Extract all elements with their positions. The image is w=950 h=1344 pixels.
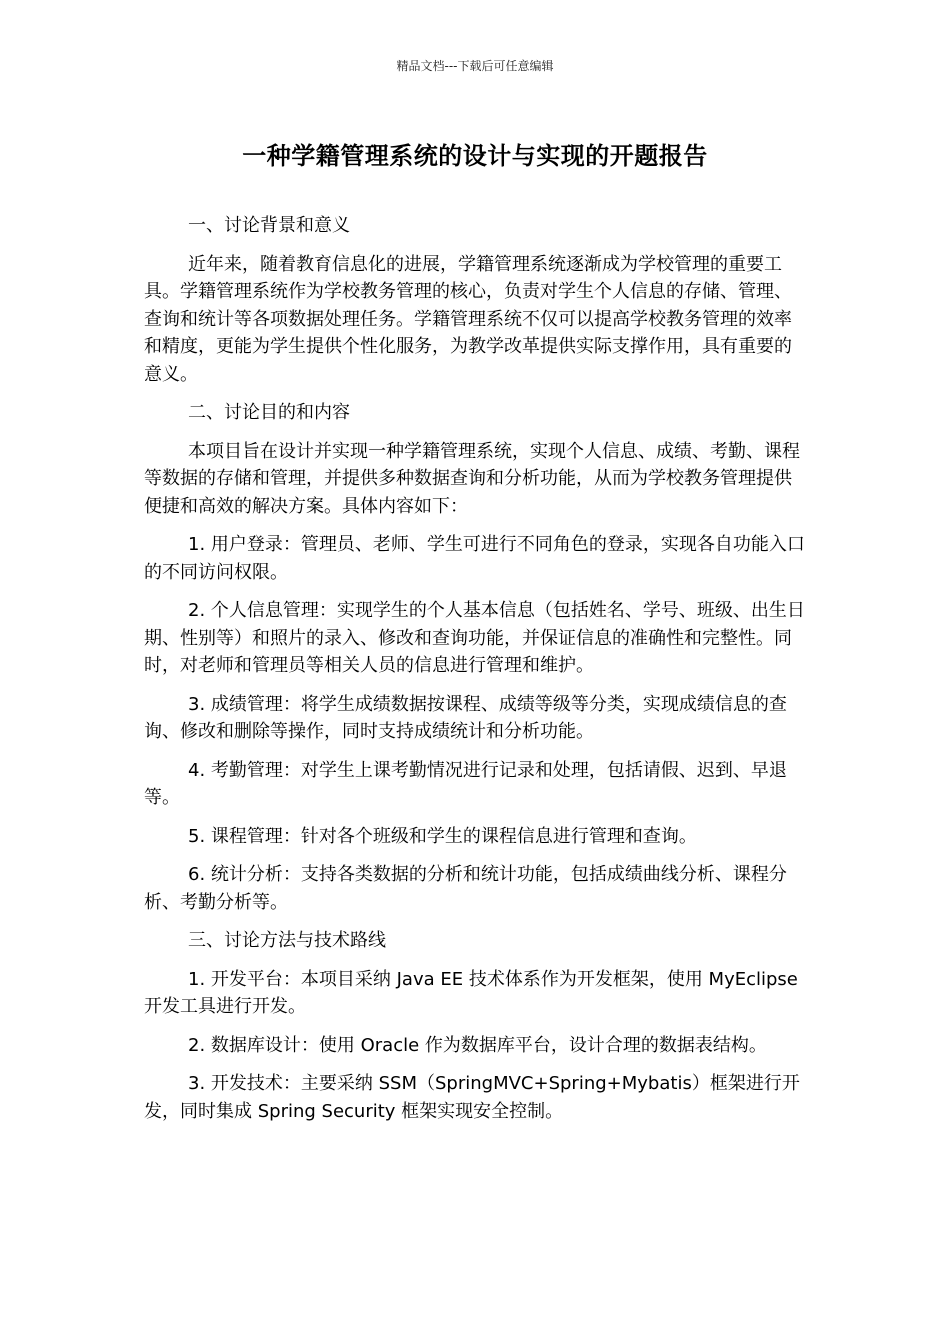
- list-item-statistics: 6. 统计分析：支持各类数据的分析和统计功能，包括成绩曲线分析、课程分析、考勤分析等。: [144, 864, 787, 913]
- list-item-attendance: 4. 考勤管理：对学生上课考勤情况进行记录和处理，包括请假、迟到、早退等。: [144, 759, 787, 808]
- list-item-grades: 3. 成绩管理：将学生成绩数据按课程、成绩等级等分类，实现成绩信息的查询、修改和删除等操作，同时支持成绩统计和分析功能。: [144, 693, 787, 742]
- list-item-personal-info: 2. 个人信息管理：实现学生的个人基本信息（包括姓名、学号、班级、出生日期、性别等）和照片的录入、修改和查询功能，并保证信息的准确性和完整性。同时，对老师和管理员等相关人员的信息进行管理和维护。: [144, 600, 805, 676]
- section-heading-background: 一、讨论背景和意义: [188, 215, 350, 236]
- section-heading-goals: 二、讨论目的和内容: [188, 402, 350, 423]
- list-item-user-login: 1. 用户登录：管理员、老师、学生可进行不同角色的登录，实现各自功能入口的不同访问权限。: [144, 534, 805, 583]
- paragraph-background: 近年来，随着教育信息化的进展，学籍管理系统逐渐成为学校管理的重要工具。学籍管理系统作为学校教务管理的核心，负责对学生个人信息的存储、管理、查询和统计等各项数据处理任务。学籍管理系统不仅可以提高学校教务管理的效率和精度，更能为学生提供个性化服务，为教学改革提供实际支撑作用，具有重要的意义。: [144, 253, 792, 385]
- paragraph-goals-intro: 本项目旨在设计并实现一种学籍管理系统，实现个人信息、成绩、考勤、课程等数据的存储和管理，并提供多种数据查询和分析功能，从而为学校教务管理提供便捷和高效的解决方案。具体内容如下：: [144, 440, 800, 517]
- document-body: [144, 212, 808, 1136]
- document-title: 一种学籍管理系统的设计与实现的开题报告: [242, 142, 708, 170]
- list-item-database: 2. 数据库设计：使用 Oracle 作为数据库平台，设计合理的数据表结构。: [188, 1034, 767, 1056]
- section-heading-methods: 三、讨论方法与技术路线: [188, 930, 386, 951]
- list-item-platform: 1. 开发平台：本项目采纳 Java EE 技术体系作为开发框架，使用 MyEclipse 开发工具进行开发。: [144, 968, 798, 1017]
- list-item-tech: 3. 开发技术：主要采纳 SSM（SpringMVC+Spring+Mybatis）框架进行开发，同时集成 Spring Security 框架实现安全控制。: [144, 1073, 800, 1122]
- header-watermark: 精品文档---下载后可任意编辑: [396, 59, 554, 73]
- list-item-courses: 5. 课程管理：针对各个班级和学生的课程信息进行管理和查询。: [188, 825, 697, 847]
